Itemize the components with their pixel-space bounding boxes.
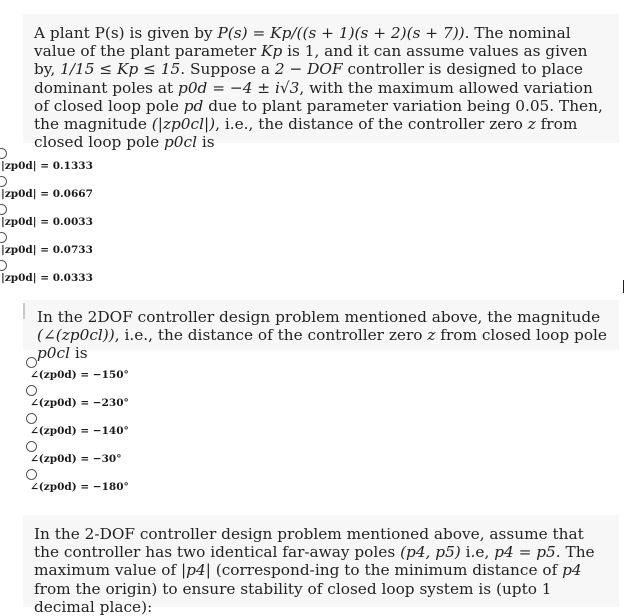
radio-button[interactable] — [26, 413, 37, 424]
q1-text-5: controller is designed to place dominant poles at — [34, 60, 583, 97]
question-2-text — [23, 300, 619, 363]
q2-text-4: is — [69, 344, 88, 363]
q2-angle: (∠(zp0cl)) — [37, 326, 115, 345]
q1-transfer-function: P(s) = Kp/((s + 1)(s + 2)(s + 7)) — [217, 24, 465, 42]
q1-text-2: . The nominal value of the plant parameter — [34, 24, 571, 61]
q1-magnitude: (|zp0cl|) — [151, 115, 216, 134]
q1-text-8: , i.e., the distance of the controller zero — [215, 115, 528, 134]
q3-text-2: i.e, — [460, 543, 495, 562]
radio-button[interactable] — [0, 232, 7, 243]
text-cursor — [623, 280, 624, 293]
q3-abs-p4: |p4| — [181, 561, 211, 580]
q1-text-10: is — [197, 133, 215, 152]
radio-button[interactable] — [26, 441, 37, 452]
q1-option-5-label: |zp0d| = 0.0333 — [1, 272, 93, 284]
question-3-text — [23, 515, 619, 616]
q2-p0cl: p0cl — [37, 344, 70, 363]
q1-pd: pd — [183, 96, 204, 115]
q3-equality: p4 = p5 — [494, 543, 556, 562]
q1-p0cl: p0cl — [164, 133, 197, 152]
q2-option-5-label: ∠(zp0d) = −180° — [30, 481, 129, 493]
q3-text-3: . The maximum value of — [34, 543, 595, 580]
radio-button[interactable] — [26, 469, 37, 480]
q1-text-6: , with the maximum allowed variation of closed loop pole — [34, 78, 593, 115]
q1-poles: p0d = −4 ± i√3 — [178, 78, 300, 97]
q1-text-3: is 1, and it can assume values as given by, — [34, 42, 588, 79]
q2-text-1: In the 2DOF controller design problem mentioned above, the magnitude — [37, 308, 601, 326]
radio-button[interactable] — [0, 204, 7, 215]
radio-button[interactable] — [26, 385, 37, 396]
q2-left-marker — [23, 303, 25, 319]
q2-option-4-label: ∠(zp0d) = −30° — [30, 453, 122, 465]
radio-button[interactable] — [26, 357, 37, 368]
radio-button[interactable] — [0, 148, 7, 159]
q2-option-2-label: ∠(zp0d) = −230° — [30, 397, 129, 409]
q2-z: z — [427, 326, 436, 345]
q1-text-7: due to plant parameter variation being 0.05. Then, the magnitude — [34, 96, 603, 134]
q1-option-2-label: |zp0d| = 0.0667 — [1, 188, 93, 200]
radio-button[interactable] — [0, 260, 7, 271]
q1-option-3-label: |zp0d| = 0.0033 — [1, 216, 93, 228]
q3-text-4: (correspond-ing to the minimum distance of — [210, 561, 563, 580]
q1-kp-range: 1/15 ≤ Kp ≤ 15 — [60, 60, 181, 79]
q2-text-2: , i.e., the distance of the controller zero — [114, 326, 428, 345]
q1-z: z — [527, 115, 536, 134]
q1-dof: 2 − DOF — [274, 60, 343, 79]
question-1-text — [23, 14, 619, 152]
radio-button[interactable] — [0, 176, 7, 187]
q3-text-1: In the 2-DOF controller design problem mentioned above, assume that the controller has two identical far-away poles — [34, 525, 584, 562]
q2-option-1-label: ∠(zp0d) = −150° — [30, 369, 129, 381]
q1-text-9: from closed loop pole — [34, 115, 578, 152]
q1-text-1: A plant P(s) is given by — [34, 24, 218, 42]
q1-kp: Kp — [261, 42, 283, 61]
q3-poles: (p4, p5) — [400, 543, 461, 562]
q3-text-5: from the origin) to ensure stability of closed loop system is (upto 1 decimal place): — [34, 579, 552, 616]
q3-p4: p4 — [562, 561, 582, 580]
q1-text-4: . Suppose a — [180, 60, 275, 79]
q2-text-3: from closed loop pole — [435, 326, 607, 345]
q1-option-1-label: |zp0d| = 0.1333 — [1, 160, 93, 172]
q2-option-3-label: ∠(zp0d) = −140° — [30, 425, 129, 437]
q1-option-4-label: |zp0d| = 0.0733 — [1, 244, 93, 256]
